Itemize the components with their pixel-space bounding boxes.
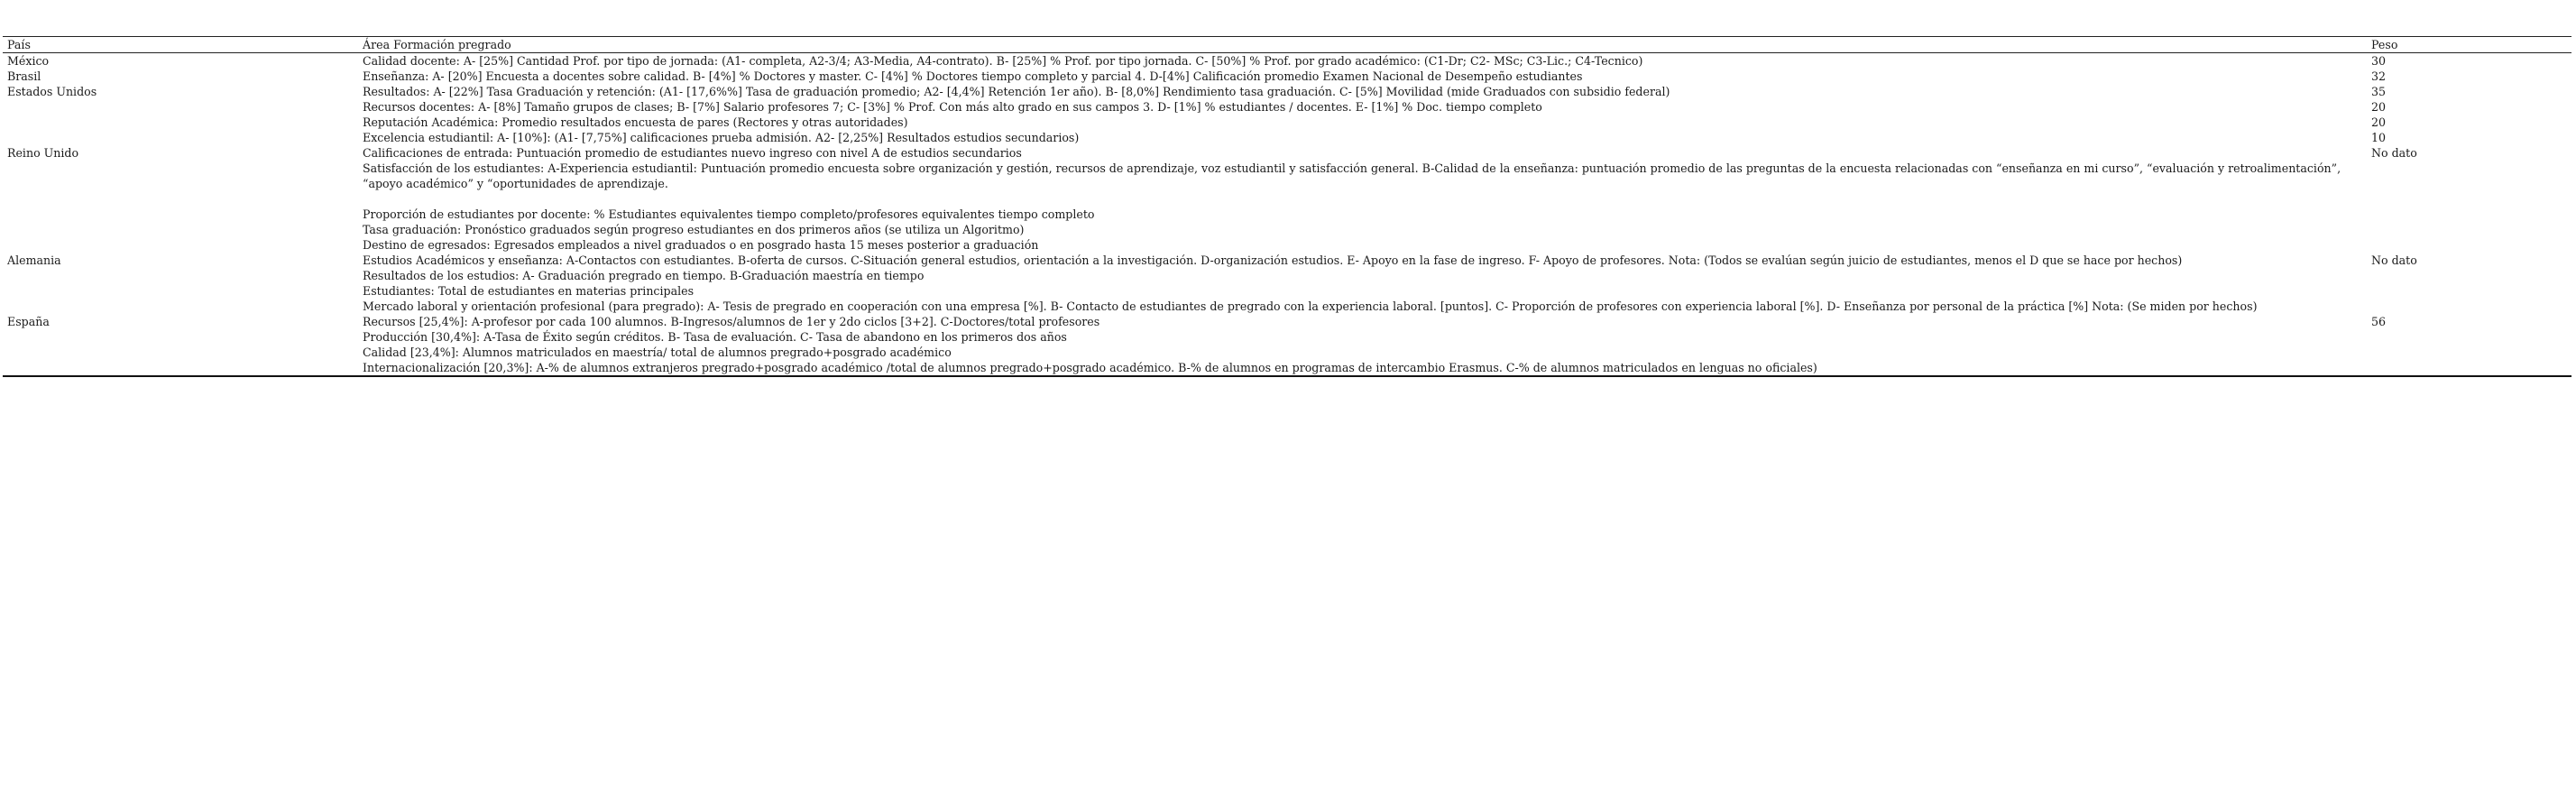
weight-value: 30 — [2371, 54, 2387, 68]
weight-value: 10 — [2371, 131, 2387, 144]
table-row-brasil — [3, 69, 2571, 84]
weight-value: No dato — [2371, 253, 2417, 267]
criteria-line: Excelencia estudiantil: A- [10%]: (A1- [7,75%] calificaciones prueba admisión. A2- [2,25%] Resultados estudios secundarios) — [363, 131, 1080, 144]
country-cell: México — [7, 54, 50, 68]
weight-cell — [2367, 253, 2571, 314]
weight-value: 20 — [2371, 100, 2387, 114]
criteria-line-blank — [363, 191, 2362, 207]
header-area: Área Formación pregrado — [363, 38, 511, 51]
criteria-cell — [358, 84, 2367, 145]
weight-value: 20 — [2371, 115, 2387, 129]
criteria-line: Resultados: A- [22%] Tasa Graduación y retención: (A1- [17,6%%] Tasa de graduación promedio; A2- [4,4%] Retención 1er año). B- [8,0%] Rendimiento tasa graduación. C- [5%] Movilidad (mide Graduados con subsidio federal) — [363, 85, 1670, 98]
criteria-line: Proporción de estudiantes por docente: % Estudiantes equivalentes tiempo completo/profesores equivalentes tiempo completo — [363, 207, 1095, 221]
criteria-line: Calidad docente: A- [25%] Cantidad Prof. por tipo de jornada: (A1- completa, A2-3/4; A3-Media, A4-contrato). B- [25%] % Prof. por tipo jornada. C- [50%] % Prof. por grado académico: (C1-Dr; C2- MSc; C3-Lic.; C4-Tecnico) — [363, 54, 1643, 68]
country-cell: Brasil — [7, 69, 41, 83]
table-row-reino-unido — [3, 145, 2571, 253]
criteria-line: Recursos [25,4%]: A-profesor por cada 100 alumnos. B-Ingresos/alumnos de 1er y 2do ciclos [3+2]. C-Doctores/total profesores — [363, 315, 1100, 328]
country-cell: Estados Unidos — [7, 85, 97, 98]
criteria-line: Calificaciones de entrada: Puntuación promedio de estudiantes nuevo ingreso con nivel A de estudios secundarios — [363, 146, 1022, 160]
criteria-line: Recursos docentes: A- [8%] Tamaño grupos de clases; B- [7%] Salario profesores 7; C- [3%] % Prof. Con más alto grado en sus campos 3. D- [1%] % estudiantes / docentes. E- [1%] % Doc. tiempo completo — [363, 100, 1542, 114]
table-row-estados-unidos — [3, 84, 2571, 145]
criteria-line: Internacionalización [20,3%]: A-% de alumnos extranjeros pregrado+posgrado académico /total de alumnos pregrado+posgrado académico. B-% de alumnos en programas de intercambio Erasmus. C-% de alumnos matriculados en lenguas no oficiales) — [363, 361, 1817, 374]
ranking-criteria-table — [3, 36, 2571, 377]
criteria-line: Estudios Académicos y enseñanza: A-Contactos con estudiantes. B-oferta de cursos. C-Situación general estudios, orientación a la investigación. D-organización estudios. E- Apoyo en la fase de ingreso. F- Apoyo de profesores. Nota: (Todos se evalúan según juicio de estudiantes, menos el D que se hace por hechos) — [363, 253, 2183, 267]
weight-value: 56 — [2371, 315, 2387, 328]
weight-cell — [2367, 145, 2571, 253]
criteria-line: Calidad [23,4%]: Alumnos matriculados en maestría/ total de alumnos pregrado+posgrado académico — [363, 346, 952, 359]
criteria-line: Reputación Académica: Promedio resultados encuesta de pares (Rectores y otras autoridades) — [363, 115, 908, 129]
weight-value: No dato — [2371, 146, 2417, 160]
criteria-line: Tasa graduación: Pronóstico graduados según progreso estudiantes en dos primeros años (se utiliza un Algoritmo) — [363, 223, 1025, 236]
weight-cell — [2367, 69, 2571, 84]
criteria-line: Mercado laboral y orientación profesional (para pregrado): A- Tesis de pregrado en cooperación con una empresa [%]. B- Contacto de estudiantes de pregrado con la experiencia laboral. [puntos]. C- Proporción de profesores con experiencia laboral [%]. D- Enseñanza por personal de la práctica [%] Nota: (Se miden por hechos) — [363, 300, 2258, 313]
criteria-cell — [358, 53, 2367, 69]
table-row-espana — [3, 314, 2571, 376]
criteria-line: Producción [30,4%]: A-Tasa de Éxito según créditos. B- Tasa de evaluación. C- Tasa de abandono en los primeros dos años — [363, 330, 1067, 344]
criteria-cell — [358, 69, 2367, 84]
weight-cell — [2367, 53, 2571, 69]
criteria-line: Satisfacción de los estudiantes: A-Experiencia estudiantil: Puntuación promedio encuesta sobre organización y gestión, recursos de aprendizaje, voz estudiantil y satisfacción general. B-Calidad de la enseñanza: puntuación promedio de las preguntas de la encuesta relacionadas con “enseñanza en mi curso”, “evaluación y retroalimentación”, “apoyo académico” y “oportunidades de aprendizaje. — [363, 161, 2341, 190]
document-table-container — [3, 36, 2571, 377]
table-header-row — [3, 37, 2571, 53]
weight-value: 32 — [2371, 69, 2387, 83]
header-pais: País — [7, 38, 31, 51]
criteria-line: Destino de egresados: Egresados empleados a nivel graduados o en posgrado hasta 15 meses posterior a graduación — [363, 238, 1039, 252]
table-row-alemania — [3, 253, 2571, 314]
criteria-line: Estudiantes: Total de estudiantes en materias principales — [363, 284, 695, 298]
criteria-line: Enseñanza: A- [20%] Encuesta a docentes sobre calidad. B- [4%] % Doctores y master. C- [4%] % Doctores tiempo completo y parcial 4. D-[4%] Calificación promedio Examen Nacional de Desempeño estudiantes — [363, 69, 1583, 83]
country-cell: Reino Unido — [7, 146, 79, 160]
country-cell: España — [7, 315, 50, 328]
weight-cell — [2367, 314, 2571, 376]
criteria-line: Resultados de los estudios: A- Graduación pregrado en tiempo. B-Graduación maestría en tiempo — [363, 269, 925, 282]
criteria-cell — [358, 145, 2367, 253]
criteria-cell — [358, 253, 2367, 314]
weight-cell — [2367, 84, 2571, 145]
header-peso: Peso — [2371, 38, 2398, 51]
table-row-mexico — [3, 53, 2571, 69]
criteria-cell — [358, 314, 2367, 376]
country-cell: Alemania — [7, 253, 61, 267]
weight-value: 35 — [2371, 85, 2387, 98]
